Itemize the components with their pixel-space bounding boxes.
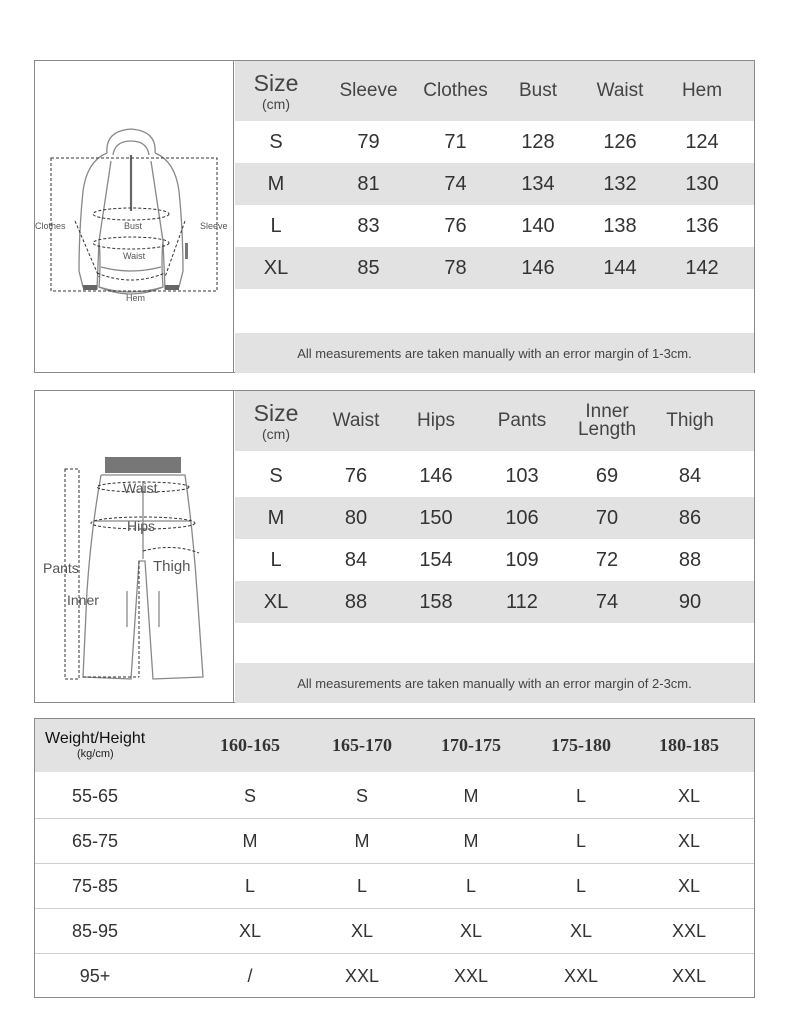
col-inner-line1: Inner (585, 400, 629, 422)
table-row (35, 864, 754, 909)
label-hips: Hips (127, 518, 156, 534)
weight-height-header (45, 719, 195, 772)
table-row (35, 954, 754, 998)
cell-waist: 138 (603, 214, 637, 237)
cell-size: M (267, 506, 285, 529)
size-label: Size (253, 69, 299, 96)
cell-sleeve: 79 (357, 130, 380, 153)
cell-size: S (269, 130, 283, 153)
cell-waist: 126 (603, 130, 637, 153)
table-row (235, 205, 754, 247)
label-hem: Hem (126, 293, 146, 303)
cell-size: M (354, 830, 370, 851)
cell-size: M (463, 785, 479, 806)
cell-size: XXL (453, 965, 489, 986)
cell-inner: 72 (595, 548, 619, 571)
cell-inner: 70 (595, 506, 619, 529)
cell-bust: 134 (521, 172, 555, 195)
cell-hips: 150 (419, 506, 453, 529)
cell-inner: 74 (595, 590, 619, 613)
cell-pants: 103 (505, 464, 539, 487)
label-clothes: Clothes (35, 221, 66, 231)
table-row (235, 163, 754, 205)
cell-waist: 132 (603, 172, 637, 195)
cell-clothes: 76 (444, 214, 467, 237)
cell-sleeve: 83 (357, 214, 380, 237)
cell-hips: 158 (419, 590, 453, 613)
table-header (235, 391, 754, 451)
size-recommendation-table (34, 718, 755, 998)
size-label: Size (253, 399, 299, 426)
col-height-170-175: 170-175 (441, 735, 501, 755)
cell-waist: 80 (344, 506, 368, 529)
label-bust: Bust (124, 221, 143, 231)
table-header (35, 719, 754, 772)
cell-size: L (575, 875, 586, 896)
pants-size-table (235, 391, 754, 702)
cell-size: S (243, 785, 256, 806)
cell-thigh: 84 (678, 464, 702, 487)
cell-inner: 69 (595, 464, 619, 487)
cell-size: / (247, 965, 253, 986)
col-waist: Waist (596, 80, 644, 101)
cell-size: XL (569, 920, 593, 941)
col-thigh: Thigh (666, 410, 714, 431)
jacket-size-panel (34, 60, 755, 373)
size-unit: (cm) (262, 425, 290, 442)
col-inner-length (571, 391, 643, 451)
jacket-size-table (235, 61, 754, 372)
label-sleeve: Sleeve (200, 221, 228, 231)
cell-waist: 88 (344, 590, 368, 613)
cell-bust: 140 (521, 214, 555, 237)
cell-weight: 75-85 (71, 875, 119, 896)
cell-size: XL (263, 590, 289, 613)
cell-weight: 65-75 (71, 830, 119, 851)
pants-illustration (35, 391, 234, 702)
cell-bust: 128 (521, 130, 555, 153)
cell-size: XL (238, 920, 262, 941)
table-row (235, 539, 754, 581)
cell-size: S (355, 785, 368, 806)
cell-size: S (269, 464, 283, 487)
size-header (245, 391, 307, 451)
cell-size: XL (677, 830, 701, 851)
cell-size: L (465, 875, 476, 896)
cell-size: M (463, 830, 479, 851)
cell-size: M (242, 830, 258, 851)
col-height-175-180: 175-180 (551, 735, 611, 755)
table-row (235, 455, 754, 497)
table-row (35, 819, 754, 864)
cell-clothes: 71 (444, 130, 467, 153)
cell-weight: 95+ (79, 965, 111, 986)
col-hips: Hips (416, 410, 455, 431)
col-waist: Waist (332, 410, 380, 431)
pants-size-panel (34, 390, 755, 703)
col-height-165-170: 165-170 (332, 735, 392, 755)
pants-outline-icon (35, 391, 234, 704)
cell-clothes: 74 (444, 172, 467, 195)
cell-hips: 154 (419, 548, 453, 571)
cell-size: XXL (671, 965, 707, 986)
cell-size: L (356, 875, 367, 896)
cell-size: L (575, 830, 586, 851)
size-unit: (cm) (262, 95, 290, 112)
cell-size: XL (677, 785, 701, 806)
cell-waist: 144 (603, 256, 637, 279)
col-inner-line2: Length (577, 419, 637, 440)
col-height-180-185: 180-185 (659, 735, 719, 755)
cell-clothes: 78 (444, 256, 467, 279)
table-row (235, 247, 754, 289)
cell-size: XXL (671, 920, 707, 941)
cell-hem: 130 (685, 172, 719, 195)
cell-size: XXL (344, 965, 380, 986)
weight-height-title: Weight/Height (45, 730, 146, 747)
col-clothes: Clothes (423, 80, 488, 101)
label-inner: Inner (67, 592, 99, 608)
jacket-illustration (35, 61, 234, 372)
cell-sleeve: 85 (357, 256, 380, 279)
cell-thigh: 86 (678, 506, 702, 529)
col-bust: Bust (518, 80, 558, 101)
cell-size: L (575, 785, 586, 806)
col-sleeve: Sleeve (339, 80, 398, 101)
cell-size: XL (459, 920, 483, 941)
cell-size: L (270, 548, 282, 571)
cell-size: L (270, 214, 282, 237)
weight-height-unit: (kg/cm) (77, 748, 114, 760)
cell-thigh: 88 (678, 548, 702, 571)
cell-waist: 76 (344, 464, 368, 487)
col-height-160-165: 160-165 (220, 735, 280, 755)
cell-hem: 124 (685, 130, 719, 153)
cell-bust: 146 (521, 256, 555, 279)
label-waist: Waist (123, 251, 146, 261)
cell-size: XL (263, 256, 289, 279)
col-hem: Hem (681, 80, 723, 101)
cell-weight: 55-65 (71, 785, 119, 806)
cell-pants: 112 (506, 590, 538, 613)
label-thigh: Thigh (153, 558, 191, 575)
table-row (235, 121, 754, 163)
cell-waist: 84 (344, 548, 368, 571)
table-header (235, 61, 754, 121)
cell-size: L (244, 875, 255, 896)
table-row (35, 774, 754, 819)
cell-hem: 136 (685, 214, 719, 237)
cell-size: XL (677, 875, 701, 896)
cell-hips: 146 (419, 464, 453, 487)
jacket-outline-icon (35, 61, 234, 374)
cell-sleeve: 81 (357, 172, 380, 195)
size-header (245, 61, 307, 121)
table-row (35, 909, 754, 954)
cell-size: M (267, 172, 285, 195)
col-pants: Pants (497, 410, 547, 431)
measurement-note: All measurements are taken manually with an error margin of 2-3cm. (235, 663, 754, 703)
cell-hem: 142 (685, 256, 719, 279)
cell-size: XXL (563, 965, 599, 986)
table-row (235, 497, 754, 539)
cell-thigh: 90 (678, 590, 702, 613)
measurement-note: All measurements are taken manually with an error margin of 1-3cm. (235, 333, 754, 373)
table-row (235, 581, 754, 623)
label-pants: Pants (43, 560, 79, 576)
cell-pants: 106 (505, 506, 539, 529)
cell-weight: 85-95 (71, 920, 119, 941)
cell-size: XL (350, 920, 374, 941)
label-waist: Waist (123, 480, 158, 496)
cell-pants: 109 (505, 548, 539, 571)
